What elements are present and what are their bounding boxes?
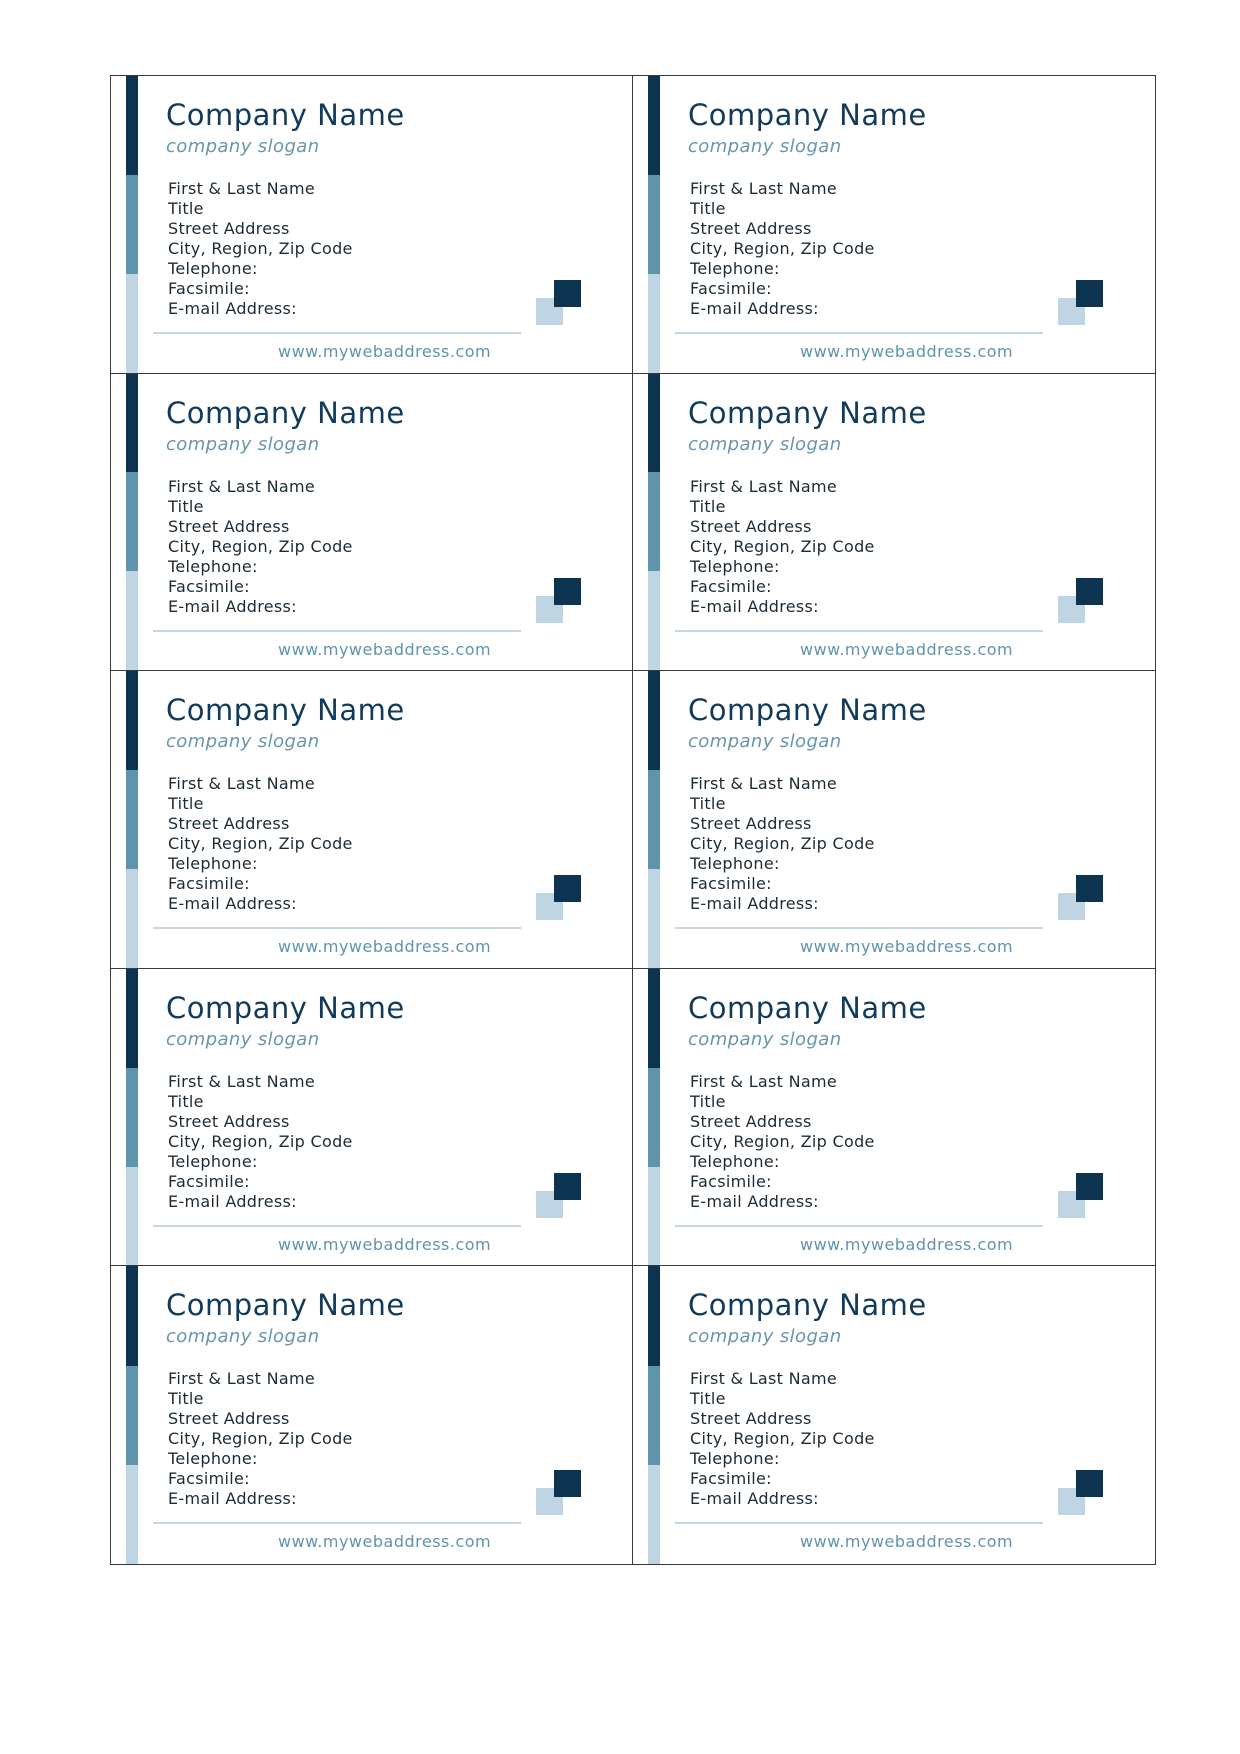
business-card — [633, 374, 1155, 672]
logo-square-dark — [554, 1173, 581, 1200]
color-stripe — [126, 76, 138, 373]
city-region-zip: City, Region, Zip Code — [168, 1429, 353, 1449]
facsimile-label: Facsimile: — [168, 576, 250, 596]
business-card — [633, 671, 1155, 969]
telephone-label: Telephone: — [690, 1151, 780, 1171]
person-title: Title — [168, 1091, 204, 1111]
company-slogan: company slogan — [166, 433, 320, 455]
company-slogan: company slogan — [166, 136, 320, 157]
divider-line — [153, 1522, 521, 1524]
divider-line — [675, 630, 1043, 632]
person-name: First & Last Name — [168, 774, 316, 794]
facsimile-label: Facsimile: — [168, 279, 250, 298]
street-address: Street Address — [168, 814, 290, 834]
divider-line — [153, 332, 521, 334]
city-region-zip: City, Region, Zip Code — [690, 1131, 875, 1151]
street-address: Street Address — [168, 516, 290, 536]
street-address: Street Address — [690, 1111, 812, 1131]
city-region-zip: City, Region, Zip Code — [690, 536, 875, 556]
company-slogan: company slogan — [166, 1028, 320, 1050]
logo-square-dark — [1076, 875, 1103, 902]
contact-details — [168, 774, 353, 914]
telephone-label: Telephone: — [168, 556, 258, 576]
divider-line — [675, 927, 1043, 929]
website-address: www.mywebaddress.com — [278, 937, 492, 957]
city-region-zip: City, Region, Zip Code — [168, 239, 353, 258]
color-stripe — [648, 671, 660, 968]
company-name: Company Name — [688, 98, 927, 132]
contact-details — [690, 477, 875, 617]
business-card — [633, 969, 1155, 1267]
color-stripe — [648, 969, 660, 1266]
company-name: Company Name — [166, 395, 405, 430]
person-title: Title — [690, 1091, 726, 1111]
contact-details — [690, 774, 875, 914]
facsimile-label: Facsimile: — [690, 279, 772, 298]
company-slogan: company slogan — [688, 136, 842, 157]
website-address: www.mywebaddress.com — [800, 1234, 1014, 1254]
person-title: Title — [690, 199, 726, 218]
website-address: www.mywebaddress.com — [800, 937, 1014, 957]
person-title: Title — [168, 496, 204, 516]
divider-line — [153, 630, 521, 632]
person-name: First & Last Name — [168, 179, 316, 198]
contact-details — [168, 477, 353, 617]
person-name: First & Last Name — [690, 1071, 838, 1091]
website-address: www.mywebaddress.com — [278, 1532, 492, 1552]
street-address: Street Address — [690, 814, 812, 834]
person-title: Title — [168, 1389, 204, 1409]
city-region-zip: City, Region, Zip Code — [690, 834, 875, 854]
company-name: Company Name — [166, 693, 405, 728]
logo-square-dark — [554, 578, 581, 605]
contact-details — [690, 1072, 875, 1212]
divider-line — [153, 1225, 521, 1227]
color-stripe — [648, 374, 660, 671]
contact-details — [168, 1072, 353, 1212]
email-label: E-mail Address: — [690, 1489, 819, 1509]
company-slogan: company slogan — [166, 1326, 320, 1348]
contact-details — [690, 1369, 875, 1509]
city-region-zip: City, Region, Zip Code — [168, 1131, 353, 1151]
person-title: Title — [168, 199, 204, 218]
company-name: Company Name — [688, 693, 927, 728]
email-label: E-mail Address: — [690, 596, 819, 616]
color-stripe — [126, 969, 138, 1266]
telephone-label: Telephone: — [168, 1151, 258, 1171]
business-card — [111, 374, 633, 672]
company-slogan: company slogan — [688, 731, 842, 753]
company-slogan: company slogan — [688, 1028, 842, 1050]
website-address: www.mywebaddress.com — [800, 342, 1014, 361]
telephone-label: Telephone: — [690, 1449, 780, 1469]
website-address: www.mywebaddress.com — [278, 639, 492, 659]
facsimile-label: Facsimile: — [690, 1171, 772, 1191]
person-name: First & Last Name — [168, 1369, 316, 1389]
website-address: www.mywebaddress.com — [278, 342, 492, 361]
color-stripe — [126, 374, 138, 671]
business-card-sheet — [110, 75, 1156, 1565]
person-name: First & Last Name — [690, 774, 838, 794]
email-label: E-mail Address: — [168, 596, 297, 616]
business-card — [111, 76, 633, 374]
person-name: First & Last Name — [690, 179, 838, 198]
company-name: Company Name — [166, 1288, 405, 1323]
telephone-label: Telephone: — [168, 1449, 258, 1469]
street-address: Street Address — [690, 219, 812, 238]
facsimile-label: Facsimile: — [168, 1171, 250, 1191]
business-card — [111, 969, 633, 1267]
street-address: Street Address — [690, 516, 812, 536]
website-address: www.mywebaddress.com — [278, 1234, 492, 1254]
logo-square-dark — [1076, 1173, 1103, 1200]
facsimile-label: Facsimile: — [168, 1469, 250, 1489]
business-card — [111, 671, 633, 969]
email-label: E-mail Address: — [168, 299, 297, 318]
person-title: Title — [690, 1389, 726, 1409]
company-name: Company Name — [688, 1288, 927, 1323]
city-region-zip: City, Region, Zip Code — [690, 1429, 875, 1449]
telephone-label: Telephone: — [168, 259, 258, 278]
facsimile-label: Facsimile: — [690, 874, 772, 894]
city-region-zip: City, Region, Zip Code — [168, 536, 353, 556]
divider-line — [153, 927, 521, 929]
business-card — [633, 1266, 1155, 1564]
email-label: E-mail Address: — [168, 1191, 297, 1211]
divider-line — [675, 332, 1043, 334]
divider-line — [675, 1522, 1043, 1524]
color-stripe — [648, 76, 660, 373]
logo-square-dark — [1076, 1470, 1103, 1497]
website-address: www.mywebaddress.com — [800, 1532, 1014, 1552]
facsimile-label: Facsimile: — [168, 874, 250, 894]
email-label: E-mail Address: — [690, 894, 819, 914]
email-label: E-mail Address: — [168, 1489, 297, 1509]
telephone-label: Telephone: — [168, 854, 258, 874]
street-address: Street Address — [690, 1409, 812, 1429]
telephone-label: Telephone: — [690, 854, 780, 874]
logo-square-dark — [554, 1470, 581, 1497]
color-stripe — [126, 671, 138, 968]
city-region-zip: City, Region, Zip Code — [690, 239, 875, 258]
email-label: E-mail Address: — [168, 894, 297, 914]
business-card — [633, 76, 1155, 374]
business-card — [111, 1266, 633, 1564]
facsimile-label: Facsimile: — [690, 1469, 772, 1489]
person-title: Title — [690, 794, 726, 814]
color-stripe — [648, 1266, 660, 1564]
person-name: First & Last Name — [690, 476, 838, 496]
logo-square-dark — [1076, 280, 1103, 307]
street-address: Street Address — [168, 219, 290, 238]
color-stripe — [126, 1266, 138, 1564]
logo-square-dark — [554, 875, 581, 902]
email-label: E-mail Address: — [690, 1191, 819, 1211]
company-name: Company Name — [166, 990, 405, 1025]
person-name: First & Last Name — [168, 476, 316, 496]
company-name: Company Name — [166, 98, 405, 132]
contact-details — [168, 179, 353, 319]
website-address: www.mywebaddress.com — [800, 639, 1014, 659]
contact-details — [690, 179, 875, 319]
telephone-label: Telephone: — [690, 259, 780, 278]
telephone-label: Telephone: — [690, 556, 780, 576]
person-name: First & Last Name — [168, 1071, 316, 1091]
city-region-zip: City, Region, Zip Code — [168, 834, 353, 854]
facsimile-label: Facsimile: — [690, 576, 772, 596]
company-slogan: company slogan — [688, 433, 842, 455]
company-name: Company Name — [688, 395, 927, 430]
logo-square-dark — [1076, 578, 1103, 605]
person-name: First & Last Name — [690, 1369, 838, 1389]
street-address: Street Address — [168, 1409, 290, 1429]
logo-square-dark — [554, 280, 581, 307]
company-slogan: company slogan — [688, 1326, 842, 1348]
divider-line — [675, 1225, 1043, 1227]
person-title: Title — [168, 794, 204, 814]
company-slogan: company slogan — [166, 731, 320, 753]
email-label: E-mail Address: — [690, 299, 819, 318]
contact-details — [168, 1369, 353, 1509]
company-name: Company Name — [688, 990, 927, 1025]
street-address: Street Address — [168, 1111, 290, 1131]
person-title: Title — [690, 496, 726, 516]
